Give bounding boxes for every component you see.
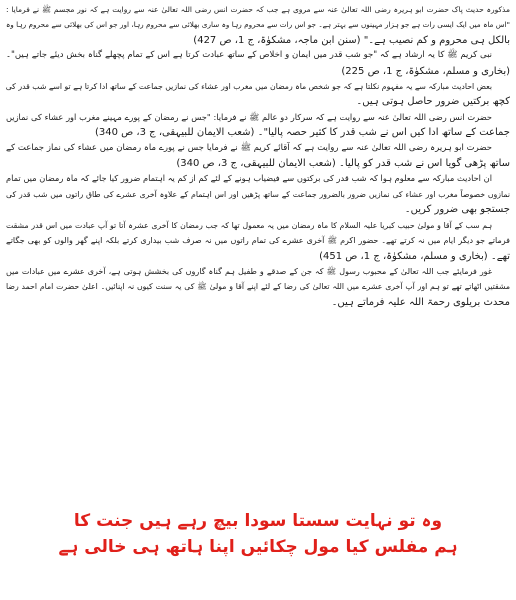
text-line: ہم سب کے آقا و مولیٰ حبیب کبریا علیہ السلام کا ماہ رمضان میں یہ معمول تھا کہ جب رمضان کا آخری عشرہ آتا تو آپ عبادت میں اس قدر مشقت (6, 220, 492, 230)
text-line: بعض احادیث مبارکہ سے یہ مفہوم نکلتا ہے کہ جو شخص ماہ رمضان میں مغرب اور عشاء کی نمازیں جماعت کے ساتھ ادا کرتا ہے تو اسے شب قدر کی (6, 82, 492, 92)
paragraph-hadith-laylat-al-qadr (6, 2, 510, 48)
text-line: فرماتے جو دیگر ایام میں نہ کرتے تھے۔ حضور اکرم ﷺ آخری عشرے کی تمام راتوں میں نہ صرف شب بیداری کرتے بلکہ اپنے گھر والوں کو بھی جگاتے (6, 236, 510, 246)
verse-line-2: ہم مفلس کیا مول چکائیں اپنا ہاتھ ہی خالی ہے (58, 537, 458, 557)
verse-line-1: وہ تو نہایت سستا سودا بیچ رہے ہیں جنت کا (73, 511, 443, 531)
paragraph-conclusion (6, 171, 510, 217)
text-line: غور فرمایئے جب اللہ تعالیٰ کے محبوب رسول ﷺ کہ جن کے صدقے و طفیل ہم گناہ گاروں کی بخشش ہوتی ہے، آخری عشرے میں عبادات میں (6, 266, 492, 276)
paragraph-prophet-routine (6, 218, 510, 264)
text-line: تھے۔ (بخاری و مسلم، مشکوٰۃ، ج 1، ص 451) (319, 250, 510, 262)
text-line: بالکل ہی محروم و کم نصیب ہے۔" (سنن ابن ماجہ، مشکوٰۃ، ج 1، ص 427) (193, 34, 510, 46)
text-line: ان احادیث مبارکہ سے معلوم ہوا کہ شب قدر کی برکتوں سے فیضیاب ہونے کے لئے کم از کم یہ اہتمام ضرور کیا جائے کہ ماہ رمضان میں تمام (6, 173, 492, 184)
text-line: جماعت کے ساتھ ادا کیں اس نے شب قدر کا کثیر حصہ پالیا"۔ (شعب الایمان للبیہقی، ج 3، ص 340) (94, 127, 510, 139)
text-line: نبی کریم ﷺ کا یہ ارشاد ہے کہ "جو شب قدر میں ایمان و اخلاص کے ساتھ عبادت کرتا ہے اس کے تمام پچھلے گناہ بخش دیئے جاتے ہیں"۔ (6, 50, 492, 61)
text-line: نمازوں خصوصاً مغرب اور عشاء کی نمازیں ضرور بالضرور جماعت کے ساتھ پڑھیں اور اس اہتمام کے علاوہ آخری عشرے کی طاق راتوں میں شب قدر کی (6, 189, 510, 199)
text-line: حضرت انس رضی اللہ تعالیٰ عنہ سے روایت ہے کہ سرکار دو عالم ﷺ نے فرمایا: "جس نے رمضان کے پورے مہینے مغرب اور عشاء کی نمازیں (6, 111, 492, 122)
text-line: جستجو بھی ضرور کریں۔ (404, 204, 510, 216)
text-line: (بخاری و مسلم، مشکوٰۃ، ج 1، ص 225) (341, 65, 510, 77)
text-line: کچھ برکتیں ضرور حاصل ہوتی ہیں۔ (356, 96, 510, 108)
text-line: ساتھ پڑھی گویا اس نے شب قدر کو پالیا۔ (شعب الایمان للبیہقی، ج 3، ص 340) (176, 158, 510, 170)
paragraph-hadith-anas (6, 110, 510, 141)
paragraph-reflection (6, 264, 510, 310)
paragraph-hadith-abu-hurairah (6, 141, 510, 172)
paragraph-hadith-worship (6, 48, 510, 79)
text-line: محدث بریلوی رحمۃ اللہ علیہ فرماتے ہیں۔ (331, 296, 510, 308)
poetry-verse (0, 508, 516, 560)
text-line: حضرت ابو ہریرہ رضی اللہ تعالیٰ عنہ سے روایت ہے کہ آقائے کریم ﷺ نے فرمایا جس نے پورے ماہ رمضان میں عشاء کی نماز جماعت کے (6, 142, 492, 153)
text-line: "اس ماہ میں ایک ایسی رات ہے جو ہزار مہینوں سے بہتر ہے۔ جو اس رات سے محروم رہا وہ ساری بھلائی سے محروم رہا، اور جو اس کی بھلائی سے محروم رہا وہ (6, 20, 510, 30)
text-line: مشقتیں اٹھاتے تھے تو ہم اور آپ آخری عشرے میں اللہ تعالیٰ کی رضا کے لئے اپنے آقا و مولیٰ ﷺ کی یہ سنت کیوں نہ اپنائیں۔ اعلیٰ حضرت امام احمد رضا (6, 282, 510, 292)
paragraph-ahadith-meaning (6, 79, 510, 110)
text-line: مذکورہ حدیث پاک حضرت ابو ہریرہ رضی اللہ تعالیٰ عنہ سے مروی ہے جب کہ حضرت انس رضی اللہ تعالیٰ عنہ سے روایت ہے کہ نور مجسم ﷺ نے فرمایا : (6, 5, 510, 14)
